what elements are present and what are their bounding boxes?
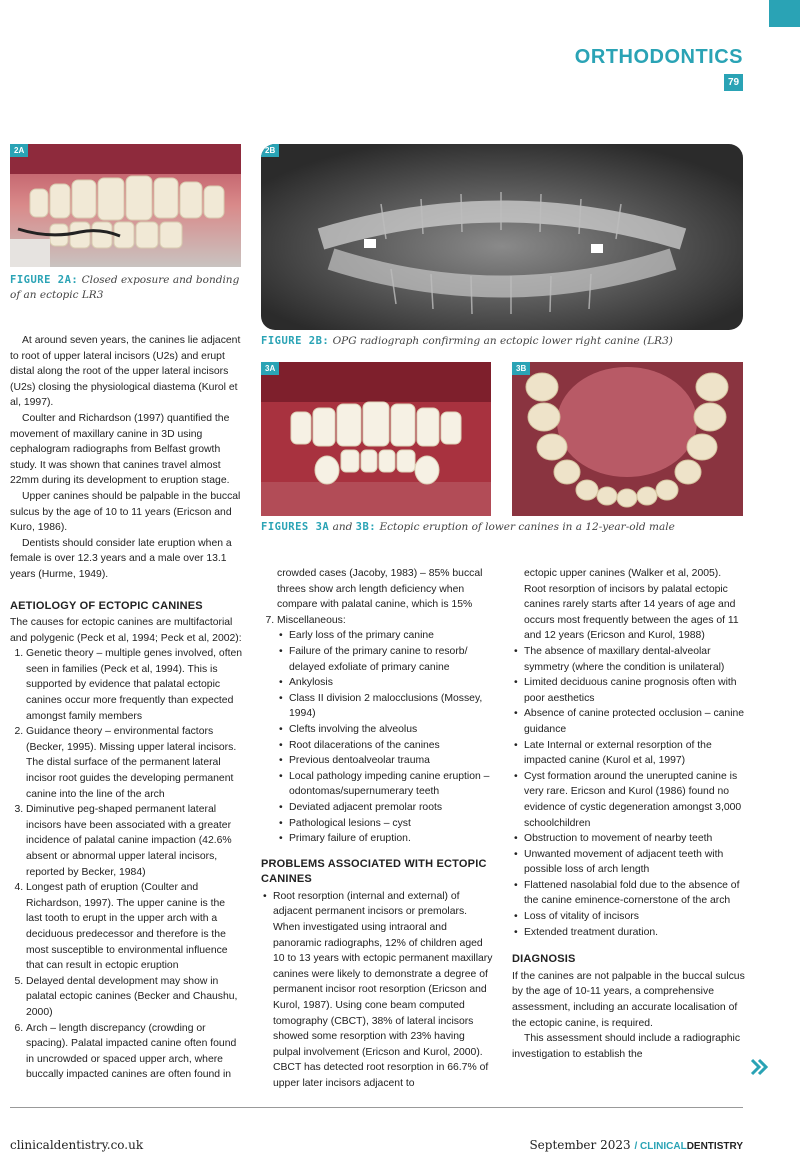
issue-date: September 2023 [529, 1138, 631, 1152]
list-item: • Obstruction to movement of nearby teeth [524, 831, 745, 847]
list-item: • Flattened nasolabial fold due to the absence of the canine eminence-cornerstone of the arch [524, 878, 745, 909]
list-item: • Failure of the primary canine to resorb/ delayed exfoliate of primary canine [289, 644, 494, 675]
figure-2a-caption [10, 273, 245, 303]
page-edge-tab [769, 0, 800, 27]
list-item: • Root resorption (internal and external) of adjacent permanent incisors or premolars. When investigated using intraoral and panoramic radiographs, 12% of children aged 10 to 13 years with ectopic permanent maxillary canines were likely to demonstrate a degree of permanent incisor root resorption (Ericson and Kurol, 1987). Using cone beam computed tomography (CBCT), 38% of lateral incisors showed some resorption with 23% having pulpal involvement (Ericson and Kurol, 2000). CBCT has detected root resorption in 66.7% of upper later incisors adjacent to [273, 889, 494, 1092]
list-item: • Early loss of the primary canine [289, 628, 494, 644]
aetiology-heading: AETIOLOGY OF ECTOPIC CANINES [10, 599, 203, 612]
footer-rule [10, 1107, 743, 1108]
intro-paragraph: Upper canines should be palpable in the buccal sulcus by the age of 10 to 11 years (Ericson and Kuro, 1986). [10, 490, 241, 534]
brand-logo [634, 1141, 743, 1152]
list-item: 4. Longest path of eruption (Coulter and Richardson, 1997). The upper canine is the last tooth to erupt in the upper arch with a deciduous predecessor and therefore is the most susceptible to environmental influence that can result in ectopic eruption [26, 880, 243, 974]
list-item: • Limited deciduous canine prognosis often with poor aesthetics [524, 675, 745, 706]
list-item: • Unwanted movement of adjacent teeth with possible loss of arch length [524, 847, 745, 878]
causes-list [10, 646, 243, 1083]
figure-2a-image [10, 144, 241, 267]
list-item: • Extended treatment duration. [524, 925, 745, 941]
list-item: 2. Guidance theory – environmental factors (Becker, 1995). Missing upper lateral incisors. The distal surface of the permanent lateral incisor root guides the developing permanent canine into the line of the arch [26, 724, 243, 802]
list-item: 3. Diminutive peg-shaped permanent lateral incisors have been associated with a greater incidence of palatal canine impaction (42.6% absent or abnormal upper lateral incisors, reported by Becker, 1984) [26, 802, 243, 880]
list-item: • Primary failure of eruption. [289, 831, 494, 847]
column-3 [512, 566, 745, 1062]
misc-sublist [277, 628, 494, 846]
problems-list-continued [512, 644, 745, 940]
caption-text: Ectopic eruption of lower canines in a 12-year-old male [379, 521, 675, 533]
list-item: • Pathological lesions – cyst [289, 816, 494, 832]
list-item: • Deviated adjacent premolar roots [289, 800, 494, 816]
list-item: • Late Internal or external resorption of the impacted canine (Kurol et al, 1997) [524, 738, 745, 769]
section-title: ORTHODONTICS [574, 46, 743, 68]
figure-3b-image [512, 362, 743, 516]
list-item: • Absence of canine protected occlusion – canine guidance [524, 706, 745, 737]
list-item: 1. Genetic theory – multiple genes involved, often seen in families (Peck et al, 1994). This is supported by evidence that palatal ectopic canines occur more frequently than expected amongst family members [26, 646, 243, 724]
diagnosis-paragraph: If the canines are not palpable in the buccal sulcus by the age of 10-11 years, a comprehensive assessment, including an accurate localisation of the ectopic canine, is required. [512, 970, 745, 1029]
figure-tag: 3A [261, 362, 279, 375]
list-item: • Previous dentoalveolar trauma [289, 753, 494, 769]
caption-label: FIGURE 2A: [10, 274, 79, 286]
list-item: • Clefts involving the alveolus [289, 722, 494, 738]
column-2 [261, 566, 494, 1092]
figure-2b-image [261, 144, 743, 330]
list-item: • Ankylosis [289, 675, 494, 691]
list-item: • Cyst formation around the unerupted canine is very rare. Ericson and Kurol (1986) found no evidence of cystic degeneration amongst 3,000 schoolchildren [524, 769, 745, 831]
teeth-photo-3b [512, 362, 743, 516]
causes-continued: crowded cases (Jacoby, 1983) – 85% buccal threes show arch length deficiency when compare with palatal canine, which is 15% [277, 568, 483, 611]
list-item: • Loss of vitality of incisors [524, 909, 745, 925]
brand-part-a: CLINICAL [640, 1141, 687, 1152]
problems-list [261, 889, 494, 1092]
footer-publication [529, 1138, 743, 1152]
aetiology-intro: The causes for ectopic canines are multifactorial and polygenic (Peck et al, 1994; Peck et al, 2002): [10, 617, 242, 644]
intro-paragraph: Dentists should consider late eruption when a female is over 12.3 years and a male over 13.1 years (Hurme, 1949). [10, 537, 232, 580]
list-item [277, 613, 494, 847]
opg-radiograph [261, 144, 743, 330]
brand-part-b: DENTISTRY [686, 1141, 743, 1152]
caption-label: FIGURE 2B: [261, 335, 330, 347]
list-item: 6. Arch – length discrepancy (crowding or spacing). Palatal impacted canine often found in uncrowded or spaced upper arch, where buccally impacted canines are often found in [26, 1021, 243, 1083]
page-number: 79 [724, 74, 743, 91]
column-1 [10, 333, 243, 1083]
figure-2b-caption [261, 334, 743, 349]
figure-tag: 2A [10, 144, 28, 157]
teeth-photo-3a [261, 362, 491, 516]
figure-tag: 2B [261, 144, 279, 157]
list-item: 5. Delayed dental development may show in palatal ectopic canines (Becker and Chaushu, 2000) [26, 974, 243, 1021]
diagnosis-paragraph: This assessment should include a radiographic investigation to establish the [512, 1033, 741, 1060]
figure-3a-image [261, 362, 491, 516]
list-item: • Local pathology impeding canine eruption – odontomas/supernumerary teeth [289, 769, 494, 800]
list-item: • Class II division 2 malocclusions (Mossey, 1994) [289, 691, 494, 722]
problems-continued: ectopic upper canines (Walker et al, 2005). Root resorption of incisors by palatal ectopic canines rarely starts after 14 years of age and occurs most frequently between the ages of 11 and 12 years (Ericson and Kurol, 1988) [524, 568, 739, 642]
intro-paragraph: Coulter and Richardson (1997) quantified the movement of maxillary canine in 3D using cephalogram radiographs from Belfast growth study. It was shown that canines travel almost 22mm during its development to eruption stage. [10, 412, 230, 487]
caption-label-a: FIGURES 3A [261, 521, 330, 533]
misc-list [261, 613, 494, 847]
caption-label-b: 3B: [355, 521, 377, 533]
caption-text: Closed exposure and bonding of an ectopic LR3 [10, 274, 240, 301]
teeth-photo-2a [10, 144, 241, 267]
problems-heading: PROBLEMS ASSOCIATED WITH ECTOPIC CANINES [261, 857, 487, 886]
brand-separator: / [634, 1141, 638, 1152]
intro-paragraph: At around seven years, the canines lie adjacent to root of upper lateral incisors (U2s) and erupt distal along the root of the upper lateral incisors (U2s) closing the physiological diastema (Kurol et al, 1997). [10, 335, 241, 409]
double-chevron-right-icon [750, 1058, 768, 1076]
figure-tag: 3B [512, 362, 530, 375]
figure-3-caption [261, 520, 743, 535]
caption-and: and [332, 521, 353, 533]
list-item: • Root dilacerations of the canines [289, 738, 494, 754]
diagnosis-heading: DIAGNOSIS [512, 953, 576, 966]
misc-label: Miscellaneous: [277, 614, 346, 626]
website-link[interactable]: clinicaldentistry.co.uk [10, 1138, 144, 1152]
caption-text: OPG radiograph confirming an ectopic lower right canine (LR3) [332, 335, 673, 347]
list-item: • The absence of maxillary dental-alveolar symmetry (where the condition is unilateral) [524, 644, 745, 675]
